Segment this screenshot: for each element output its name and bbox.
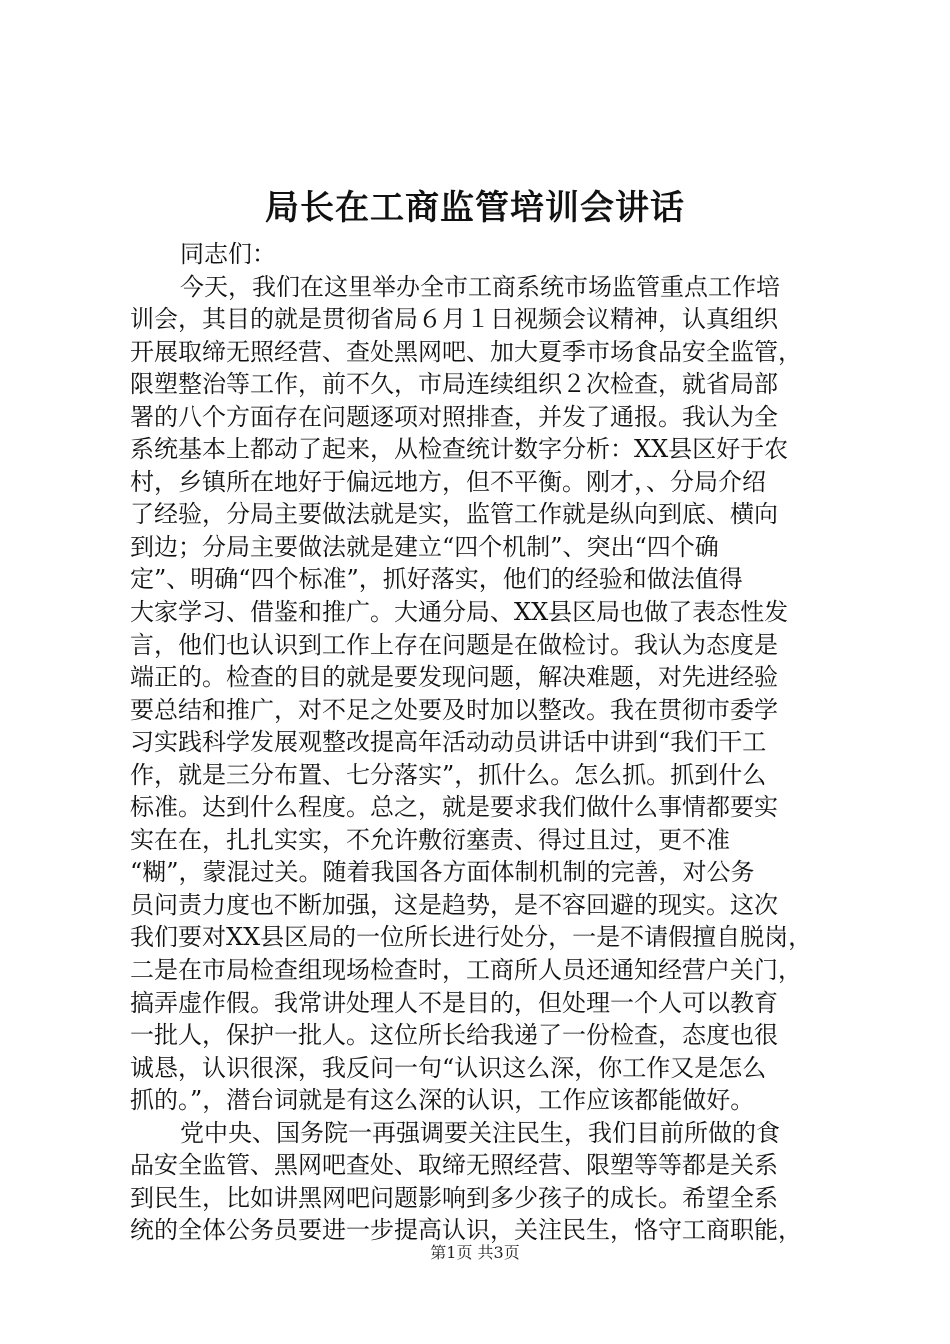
paragraph-1-line: 大家学习、借鉴和推广。大通分局、XX县区局也做了表态性发 bbox=[130, 598, 789, 627]
paragraph-1-line: 二是在市局检查组现场检查时，工商所人员还通知经营户关门， bbox=[130, 956, 802, 985]
paragraph-1-line: 一批人，保护一批人。这位所长给我递了一份检查，态度也很 bbox=[130, 1021, 778, 1050]
paragraph-2-line: 品安全监管、黑网吧查处、取缔无照经营、限塑等等都是关系 bbox=[130, 1151, 778, 1180]
paragraph-1-line: 要总结和推广，对不足之处要及时加以整改。我在贯彻市委学 bbox=[130, 695, 778, 724]
paragraph-1-line: 言，他们也认识到工作上存在问题是在做检讨。我认为态度是 bbox=[130, 630, 778, 659]
paragraph-1-line: 了经验，分局主要做法就是实，监管工作就是纵向到底、横向 bbox=[130, 500, 778, 529]
paragraph-1-line: 定”、明确“四个标准”，抓好落实，他们的经验和做法值得 bbox=[130, 565, 743, 594]
paragraph-2-line: 党中央、国务院一再强调要关注民生，我们目前所做的食 bbox=[180, 1118, 780, 1147]
document-title: 局长在工商监管培训会讲话 bbox=[265, 188, 685, 228]
paragraph-1-line: 端正的。检查的目的就是要发现问题，解决难题，对先进经验 bbox=[130, 663, 778, 692]
paragraph-1-line: 抓的。”，潜台词就是有这么深的认识，工作应该都能做好。 bbox=[130, 1086, 755, 1115]
paragraph-1-line: 标准。达到什么程度。总之，就是要求我们做什么事情都要实 bbox=[130, 793, 778, 822]
paragraph-2-line: 到民生，比如讲黑网吧问题影响到多少孩子的成长。希望全系 bbox=[130, 1183, 778, 1212]
paragraph-1-line: “糊”，蒙混过关。随着我国各方面体制机制的完善，对公务 bbox=[130, 858, 755, 887]
paragraph-1-line: 系统基本上都动了起来，从检查统计数字分析：XX县区好于农 bbox=[130, 435, 789, 464]
paragraph-1-line: 实在在，扎扎实实，不允许敷衍塞责、得过且过，更不准 bbox=[130, 825, 730, 854]
paragraph-1-line: 到边；分局主要做法就是建立“四个机制”、突出“四个确 bbox=[130, 532, 719, 561]
paragraph-1-line: 习实践科学发展观整改提高年活动动员讲话中讲到“我们干工 bbox=[130, 728, 767, 757]
paragraph-1-line: 今天，我们在这里举办全市工商系统市场监管重点工作培 bbox=[180, 272, 780, 301]
paragraph-1-line: 限塑整治等工作，前不久，市局连续组织２次检查，就省局部 bbox=[130, 370, 778, 399]
paragraph-1-line: 搞弄虚作假。我常讲处理人不是目的，但处理一个人可以教育 bbox=[130, 988, 778, 1017]
salutation-line: 同志们： bbox=[180, 240, 276, 268]
page-number-footer: 第1页 共3页 bbox=[430, 1243, 520, 1262]
paragraph-2-line: 统的全体公务员要进一步提高认识，关注民生，恪守工商职能， bbox=[130, 1216, 802, 1245]
paragraph-1-line: 开展取缔无照经营、查处黑网吧、加大夏季市场食品安全监管， bbox=[130, 337, 802, 366]
paragraph-1-line: 我们要对XX县区局的一位所长进行处分，一是不请假擅自脱岗， bbox=[130, 923, 813, 952]
paragraph-1-line: 作，就是三分布置、七分落实”，抓什么。怎么抓。抓到什么 bbox=[130, 760, 767, 789]
paragraph-1-line: 员问责力度也不断加强，这是趋势，是不容回避的现实。这次 bbox=[130, 890, 778, 919]
paragraph-1-line: 村，乡镇所在地好于偏远地方，但不平衡。刚才，、分局介绍 bbox=[130, 467, 766, 496]
paragraph-1-line: 诚恳，认识很深，我反问一句“认识这么深，你工作又是怎么 bbox=[130, 1053, 767, 1082]
document-body bbox=[130, 238, 830, 1247]
paragraph-1-line: 署的八个方面存在问题逐项对照排查，并发了通报。我认为全 bbox=[130, 402, 778, 431]
paragraph-1-line: 训会，其目的就是贯彻省局６月１日视频会议精神，认真组织 bbox=[130, 305, 778, 334]
